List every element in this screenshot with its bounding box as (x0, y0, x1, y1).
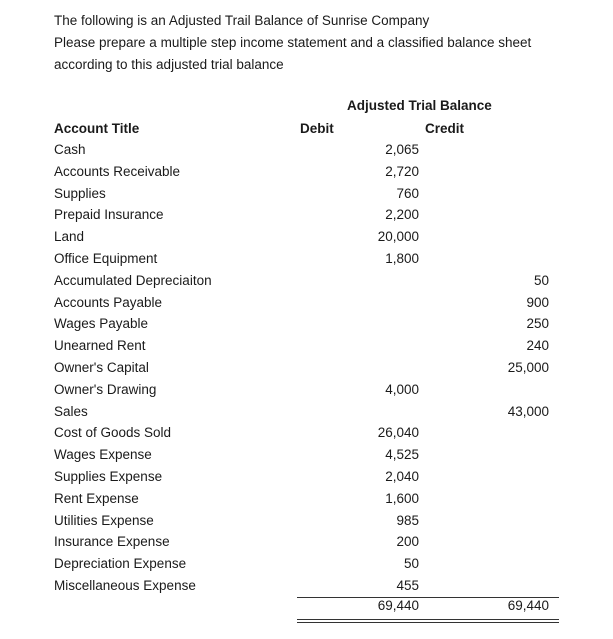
table-row (0, 295, 613, 317)
column-header-credit: Credit (425, 121, 465, 136)
table-row (0, 186, 613, 208)
debit-value: 2,200 (385, 207, 419, 223)
debit-value: 2,040 (385, 469, 419, 484)
table-title: Adjusted Trial Balance (347, 98, 492, 113)
table-row (0, 404, 613, 426)
table-row (0, 142, 613, 164)
table-row (0, 513, 613, 535)
table-row (0, 360, 613, 382)
debit-value: 50 (403, 556, 419, 572)
debit-value: 1,800 (385, 251, 419, 266)
table-row (0, 251, 613, 273)
account-title: Wages Payable (54, 316, 149, 332)
credit-value: 240 (526, 338, 549, 354)
instruction-line-3: according to this adjusted trial balance (54, 57, 284, 72)
credit-value: 43,000 (507, 403, 549, 419)
debit-value: 455 (396, 578, 419, 593)
account-title: Insurance Expense (54, 534, 170, 550)
account-title: Unearned Rent (54, 338, 146, 354)
table-row (0, 534, 613, 556)
debit-value: 4,000 (385, 381, 419, 397)
table-row (0, 447, 613, 469)
account-title: Owner's Drawing (54, 381, 157, 397)
debit-value: 985 (396, 512, 419, 528)
table-row (0, 207, 613, 229)
credit-value: 250 (526, 316, 549, 332)
table-row (0, 556, 613, 578)
account-title: Sales (54, 403, 88, 419)
total-rule-double-1 (297, 619, 559, 620)
instruction-line-2: Please prepare a multiple step income statement and a classified balance sheet (54, 35, 532, 50)
account-title: Office Equipment (54, 251, 158, 266)
credit-value: 50 (533, 272, 549, 288)
account-title: Supplies (54, 185, 106, 201)
debit-value: 2,720 (385, 163, 419, 179)
debit-value: 200 (396, 534, 419, 550)
account-title: Land (54, 229, 85, 245)
debit-value: 2,065 (385, 142, 419, 157)
account-title: Wages Expense (54, 447, 152, 463)
column-header-debit: Debit (300, 121, 334, 136)
instructions (54, 10, 531, 76)
table-row (0, 316, 613, 338)
table-row (0, 164, 613, 186)
table-row (0, 382, 613, 404)
account-title: Depreciation Expense (54, 556, 187, 572)
account-title: Accumulated Depreciaiton (54, 272, 212, 288)
account-title: Cost of Goods Sold (54, 425, 172, 441)
debit-value: 1,600 (385, 490, 419, 506)
table-row (0, 469, 613, 491)
instruction-line-1: The following is an Adjusted Trail Balance of Sunrise Company (54, 13, 430, 28)
account-title: Cash (54, 142, 86, 157)
column-header-account: Account Title (54, 121, 140, 136)
debit-value: 26,040 (377, 425, 419, 441)
credit-value: 900 (526, 294, 549, 310)
account-title: Accounts Receivable (54, 163, 181, 179)
account-title: Miscellaneous Expense (54, 578, 196, 593)
debit-value: 20,000 (377, 229, 419, 245)
table-row (0, 425, 613, 447)
account-title: Rent Expense (54, 490, 139, 506)
account-title: Utilities Expense (54, 512, 154, 528)
debit-value: 4,525 (385, 447, 419, 463)
account-title: Accounts Payable (54, 294, 163, 310)
account-title: Prepaid Insurance (54, 207, 164, 223)
total-rule-double-2 (297, 622, 559, 623)
account-title: Supplies Expense (54, 469, 163, 484)
table-row (0, 491, 613, 513)
credit-value: 25,000 (507, 360, 549, 375)
debit-value: 760 (396, 185, 419, 201)
account-title: Owner's Capital (54, 360, 149, 375)
total-credit: 69,440 (507, 598, 549, 613)
table-row (0, 338, 613, 360)
total-debit: 69,440 (377, 598, 419, 613)
totals-row (0, 598, 613, 620)
table-row (0, 229, 613, 251)
table-row (0, 273, 613, 295)
